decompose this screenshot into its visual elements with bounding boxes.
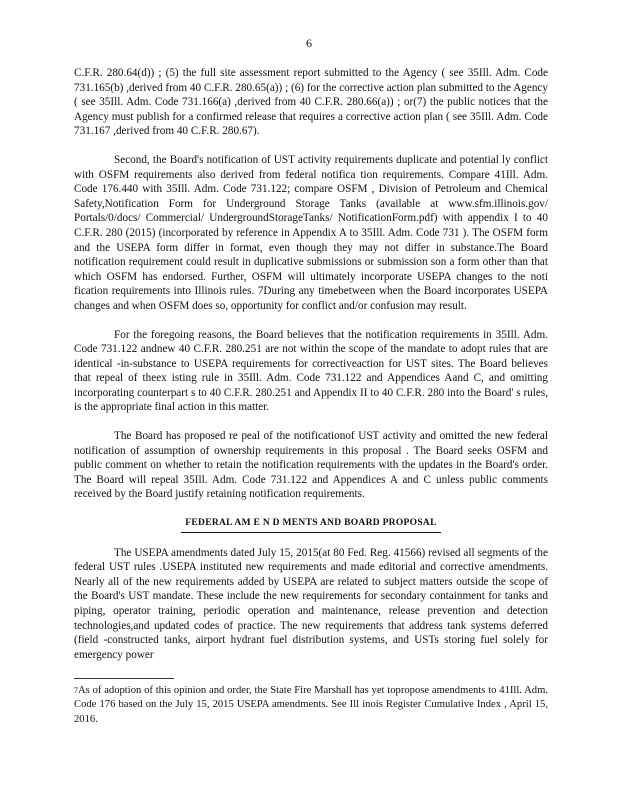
document-body <box>74 66 548 676</box>
paragraph-usepa-amendments: The USEPA amendments dated July 15, 2015(at 80 Fed. Reg. 41566) revised all segments of the federal UST rules .USEPA instituted new requirements and made editorial and corrective amendments. Nearly all of the new requirements added by USEPA are related to subject matters outside the scope of the Board's UST mandate. These include the new requirements for secondary containment for tanks and piping, operator training, periodic operation and maintenance, release prevention and detection technologies,and updated codes of practice. The new requirements that address tank systems deferred (field -constructed tanks, airport hydrant fuel distribution systems, and USTs storing fuel solely for emergency power <box>74 546 548 661</box>
paragraph-notification-duplication: Second, the Board's notification of UST activity requirements duplicate and potential ly conflict with OSFM requirements also derived from federal notifica tion requirements. Compare 41Ill. Adm. Code 176.440 with 35Ill. Adm. Code 731.122; compare OSFM , Division of Petroleum and Chemical Safety,Notification Form for Underground Storage Tanks (available at www.sfm.illinois.gov/ Portals/0/docs/ Commercial/ UndergroundStorageTanks/ NotificationForm.pdf) with appendix I to 40 C.F.R. 280 (2015) (incorporated by reference in Appendix A to 35Ill. Adm. Code 731 ). The OSFM form and the USEPA form differ in format, even though they may not differ in substance.The Board notification requirement could result in duplicative submissions or submission son a form other than that which OSFM has endorsed. Further, OSFM will ultimately incorporate USEPA changes to the noti fication requirements into Illinois rules. 7During any timebetween when the Board incorporates USEPA changes and when OSFM does so, opportunity for conflict and/or confusion may result. <box>74 153 548 312</box>
footnote-mark: 7 <box>74 686 78 695</box>
paragraph-proposed-repeal: The Board has proposed re peal of the notificationof UST activity and omitted the new federal notification of assumption of ownership requirements in this proposal . The Board seeks OSFM and public comment on whether to retain the notification requirements with the updates in the Board's order. The Board will repeal 35Ill. Adm. Code 731.122 and Appendices A and C unless public comments received by the Board justify retaining notification requirements. <box>74 430 548 501</box>
footnote <box>74 684 548 727</box>
section-heading <box>74 516 548 533</box>
page-number: 6 <box>306 36 312 50</box>
footnote-text: As of adoption of this opinion and order, the State Fire Marshall has yet topropose amendments to 41Ill. Adm. Code 176 based on the July 15, 2015 USEPA amendments. See Ill inois Register Cumulative Index , April 15, 2016. <box>74 685 548 725</box>
section-heading-text: FEDERAL AM E N D MENTS AND BOARD PROPOSAL <box>181 516 440 533</box>
paragraph-continued: C.F.R. 280.64(d)) ; (5) the full site assessment report submitted to the Agency ( see 35Ill. Adm. Code 731.165(b) ,derived from 40 C.F.R. 280.65(a)) ; (6) for the corrective action plan submitted to the Agency ( see 35Ill. Adm. Code 731.166(a) ,derived from 40 C.F.R. 280.66(a)) ; or(7) the public notices that the Agency must publish for a confirmed release that requires a corrective action plan ( see 35Ill. Adm. Code 731.167 ,derived from 40 C.F.R. 280.67). <box>74 67 548 138</box>
footnote-divider <box>74 678 174 679</box>
paragraph-foregoing-reasons: For the foregoing reasons, the Board believes that the notification requirements in 35Ill. Adm. Code 731.122 andnew 40 C.F.R. 280.251 are not within the scope of the mandate to adopt rules that are identical -in-substance to USEPA requirements for correctiveaction for UST sites. The Board believes that repeal of theex isting rule in 35Ill. Adm. Code 731.122 and Appendices Aand C, and omitting incorporating counterpart s to 40 C.F.R. 280.251 and Appendix II to 40 C.F.R. 280 into the Board' s rules, is the appropriate final action in this matter. <box>74 328 548 414</box>
